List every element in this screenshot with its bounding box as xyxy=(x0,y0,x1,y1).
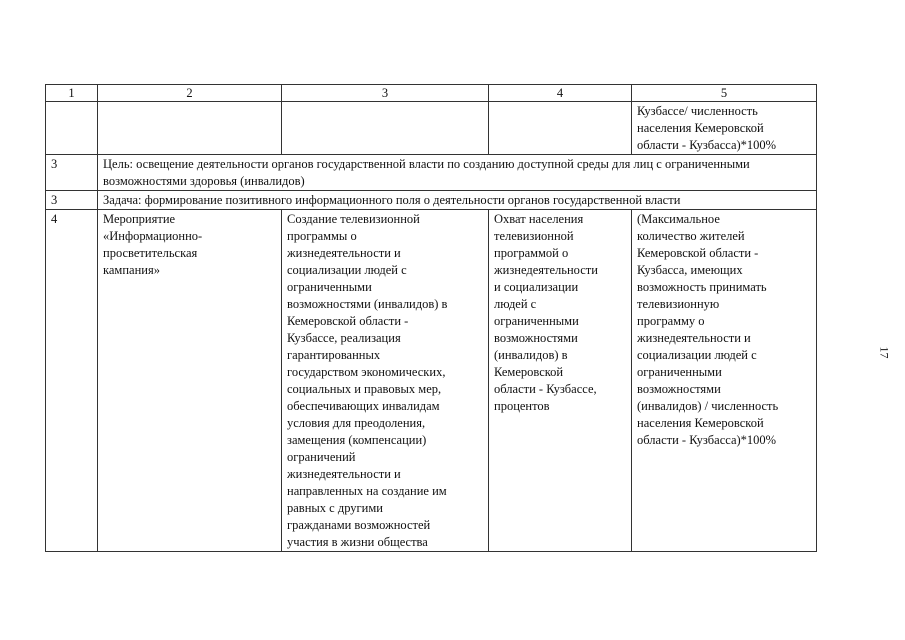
text-line: жизнедеятельности и xyxy=(287,467,401,481)
text-line: области - Кузбасса)*100% xyxy=(637,433,777,447)
text-line: Кузбассе, реализация xyxy=(287,331,401,345)
task-text: Задача: формирование позитивного информационного поля о деятельности органов государственной власти xyxy=(98,191,817,210)
text-line: возможностями xyxy=(637,382,721,396)
event-description-cell xyxy=(282,210,489,552)
header-cell-1: 1 xyxy=(46,85,98,102)
text-line: социализации людей с xyxy=(637,348,757,362)
text-line: направленных на создание им xyxy=(287,484,447,498)
goal-text: Цель: освещение деятельности органов государственной власти по созданию доступной среды для лиц с ограниченными возможностями здоровья (инвалидов) xyxy=(98,155,817,191)
continuation-cell-1 xyxy=(46,102,98,155)
text-line: и социализации xyxy=(494,280,579,294)
task-row-number: 3 xyxy=(46,191,98,210)
header-cell-5: 5 xyxy=(632,85,817,102)
header-cell-3: 3 xyxy=(282,85,489,102)
text-line: людей с xyxy=(494,297,537,311)
text-line: гарантированных xyxy=(287,348,381,362)
event-row-number: 4 xyxy=(46,210,98,552)
text-line: ограниченными xyxy=(494,314,579,328)
text-line: населения Кемеровской xyxy=(637,121,764,135)
text-line: Кузбасса, имеющих xyxy=(637,263,743,277)
text-line: просветительская xyxy=(103,246,198,260)
continuation-cell-2 xyxy=(98,102,282,155)
goal-row xyxy=(46,155,817,191)
text-line: ограниченными xyxy=(637,365,722,379)
header-cell-2: 2 xyxy=(98,85,282,102)
text-line: Охват населения xyxy=(494,212,584,226)
page-number: 17 xyxy=(877,346,892,359)
text-line: жизнедеятельности и xyxy=(637,331,751,345)
event-indicator-cell xyxy=(489,210,632,552)
text-line: кампания» xyxy=(103,263,160,277)
goal-row-number: 3 xyxy=(46,155,98,191)
text-line: замещения (компенсации) xyxy=(287,433,427,447)
text-line: Кузбассе/ численность xyxy=(637,104,758,118)
text-line: (инвалидов) в xyxy=(494,348,568,362)
text-line: ограниченными xyxy=(287,280,372,294)
text-line: (Максимальное xyxy=(637,212,720,226)
text-line: ограничений xyxy=(287,450,356,464)
text-line: Кемеровской области - xyxy=(637,246,759,260)
text-line: Создание телевизионной xyxy=(287,212,420,226)
indicators-table xyxy=(45,84,817,552)
continuation-cell-4 xyxy=(489,102,632,155)
text-line: телевизионную xyxy=(637,297,720,311)
text-line: «Информационно- xyxy=(103,229,203,243)
text-line: жизнедеятельности xyxy=(494,263,598,277)
text-line: государством экономических, xyxy=(287,365,446,379)
table-header-row xyxy=(46,85,817,102)
header-cell-4: 4 xyxy=(489,85,632,102)
text-line: количество жителей xyxy=(637,229,745,243)
text-line: обеспечивающих инвалидам xyxy=(287,399,440,413)
text-line: области - Кузбассе, xyxy=(494,382,597,396)
text-line: гражданами возможностей xyxy=(287,518,431,532)
text-line: Кемеровской области - xyxy=(287,314,409,328)
continuation-cell-3 xyxy=(282,102,489,155)
text-line: участия в жизни общества xyxy=(287,535,428,549)
text-line: (инвалидов) / численность xyxy=(637,399,779,413)
text-line: жизнедеятельности и xyxy=(287,246,401,260)
text-line: социализации людей с xyxy=(287,263,407,277)
text-line: возможностями (инвалидов) в xyxy=(287,297,448,311)
text-line: условия для преодоления, xyxy=(287,416,426,430)
text-line: программу о xyxy=(637,314,705,328)
continuation-row xyxy=(46,102,817,155)
text-line: программой о xyxy=(494,246,569,260)
text-line: процентов xyxy=(494,399,550,413)
text-line: Мероприятие xyxy=(103,212,176,226)
event-name-cell xyxy=(98,210,282,552)
text-line: телевизионной xyxy=(494,229,574,243)
task-row xyxy=(46,191,817,210)
text-line: области - Кузбасса)*100% xyxy=(637,138,777,152)
event-formula-cell xyxy=(632,210,817,552)
text-line: Кемеровской xyxy=(494,365,564,379)
text-line: возможностями xyxy=(494,331,578,345)
text-line: программы о xyxy=(287,229,357,243)
text-line: возможность принимать xyxy=(637,280,767,294)
continuation-cell-5 xyxy=(632,102,817,155)
text-line: равных с другими xyxy=(287,501,383,515)
text-line: социальных и правовых мер, xyxy=(287,382,442,396)
event-row xyxy=(46,210,817,552)
text-line: населения Кемеровской xyxy=(637,416,764,430)
